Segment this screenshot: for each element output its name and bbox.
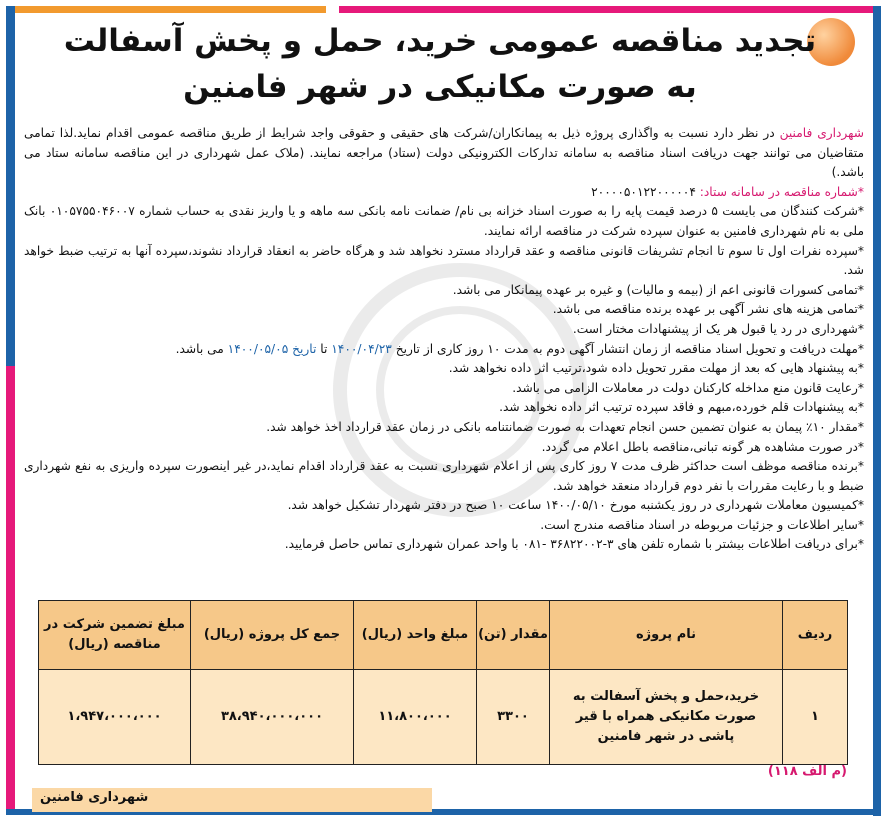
deadline-date-from: ۱۴۰۰/۰۴/۲۳ [331,341,392,356]
condition-item: *برای دریافت اطلاعات بیشتر با شماره تلفن های ۳-۳۶۸۲۲۰۰۲ -۰۸۱ با واحد عمران شهرداری تماس حاصل فرمایید. [284,537,864,552]
condition-item: *برنده مناقصه موظف است حداکثر ظرف مدت ۷ روز کاری پس از اعلام شهرداری نسبت به عقد قرارداد اقدام نماید،در غیر اینصورت سپرده واریزی به نفع شهرداری ضبط و با رعایت مقررات با نفر دوم قرارداد منعقد خواهد شد. [24,459,864,493]
table-row [39,670,848,765]
deadline-part-2: تا [316,341,332,356]
header-quantity: مقدار (تن) [477,601,550,670]
condition-item: *تمامی کسورات قانونی اعم از (بیمه و مالیات) و غیره بر عهده پیمانکار می باشد. [452,282,864,297]
announcement-body [24,124,864,555]
intro-text: در نظر دارد نسبت به واگذاری پروژه ذیل به پیمانکاران/شرکت های حقیقی و حقوقی واجد شرایط از طریق مناقصه عمومی اقدام نماید.لذا تمامی متقاضیان می توانند جهت دریافت اسناد مناقصه به سامانه تدارکات الکترونیکی دولت (ستاد) مراجعه نمایند. (ملاک عمل شهرداری در این مناقصه سامانه ستاد می باشد.) [24,126,864,180]
signature-label: شهرداری فامنین [40,790,149,805]
deadline-part-3: می باشد. [175,341,228,356]
header-total: جمع کل پروژه (ریال) [191,601,354,670]
condition-item: *شهرداری در رد یا قبول هر یک از پیشنهادات مختار است. [572,321,864,336]
title-line-2: به صورت مکانیکی در شهر فامنین [183,69,697,105]
header-guarantee: مبلغ تضمین شرکت در مناقصه (ریال) [39,601,191,670]
condition-item: *شرکت کنندگان می بایست ۵ درصد قیمت پایه را به صورت اسناد خزانه بی نام/ ضمانت نامه بانکی سه ماهه و یا واریز نقدی به حساب شماره ۰۱۰۵۷۵۵۰۴۶۰۰۷ بانک ملی به نام شهرداری فامنین به عنوان سپرده شرکت در مناقصه ارائه نمایند. [24,204,865,238]
condition-item: *به پیشنهادات قلم خورده،مبهم و فاقد سپرده ترتیب اثر داده نخواهد شد. [499,400,864,415]
tender-number-value: ۲۰۰۰۰۵۰۱۲۲۰۰۰۰۰۴ [591,184,700,199]
table-header-row [39,601,848,670]
condition-item: *در صورت مشاهده هر گونه تبانی،مناقصه باطل اعلام می گردد. [541,439,864,454]
tender-number [24,183,864,203]
condition-item: *مقدار ۱۰٪ پیمان به عنوان تضمین حسن انجام تعهدات به صورت ضمانتنامه بانکی در زمان عقد قرارداد اخذ خواهد شد. [266,419,864,434]
title-line-1: تجدید مناقصه عمومی خرید، حمل و پخش آسفالت [63,23,817,59]
project-table [38,600,848,765]
cell-unit-price: ۱۱،۸۰۰،۰۰۰ [354,670,477,765]
right-border-stripe [873,6,881,816]
left-border-stripe-lower [6,366,15,815]
page-title [60,18,820,110]
header-project-name: نام پروژه [550,601,783,670]
cell-total: ۳۸،۹۴۰،۰۰۰،۰۰۰ [191,670,354,765]
cell-quantity: ۳۳۰۰ [477,670,550,765]
project-table-container [38,600,848,765]
tender-number-label: *شماره مناقصه در سامانه ستاد: [699,184,864,199]
condition-item: *سایر اطلاعات و جزئیات مربوطه در اسناد مناقصه مندرج است. [540,517,864,532]
cell-row-number: ۱ [783,670,848,765]
top-left-stripe [6,6,326,13]
condition-item: *کمیسیون معاملات شهرداری در روز یکشنبه مورخ ۱۴۰۰/۰۵/۱۰ ساعت ۱۰ صبح در دفتر شهردار تشکیل خواهد شد. [287,498,864,513]
cell-guarantee: ۱،۹۴۷،۰۰۰،۰۰۰ [39,670,191,765]
deadline-date-to: تاریخ ۱۴۰۰/۰۵/۰۵ [227,341,317,356]
deadline-part-1: *مهلت دریافت و تحویل اسناد مناقصه از زمان انتشار آگهی دوم به مدت ۱۰ روز کاری از تاریخ [391,341,864,356]
top-right-stripe [339,6,879,13]
condition-item: *رعایت قانون منع مداخله کارکنان دولت در معاملات الزامی می باشد. [512,380,864,395]
deadline-item [24,340,864,360]
org-name: شهرداری فامنین [779,126,864,140]
condition-item: *تمامی هزینه های نشر آگهی بر عهده برنده مناقصه می باشد. [552,302,864,317]
condition-item: *سپرده نفرات اول تا سوم تا انجام تشریفات قانونی مناقصه و عقد قرارداد مسترد نخواهد شد و هرگاه حاضر به انعقاد قرارداد نشوند،سپرده آنها به ترتیب ضبط خواهد شد. [24,243,864,278]
cell-project-name: خرید،حمل و پخش آسفالت به صورت مکانیکی همراه با قیر پاشی در شهر فامنین [550,670,783,765]
header-row-number: ردیف [783,601,848,670]
reference-code: (م الف ۱۱۸) [767,764,847,779]
condition-item: *به پیشنهاد هایی که بعد از مهلت مقرر تحویل داده شود،ترتیب اثر داده نخواهد شد. [448,361,864,376]
left-border-stripe [6,6,15,366]
header-unit-price: مبلغ واحد (ریال) [354,601,477,670]
intro-paragraph [24,124,864,183]
